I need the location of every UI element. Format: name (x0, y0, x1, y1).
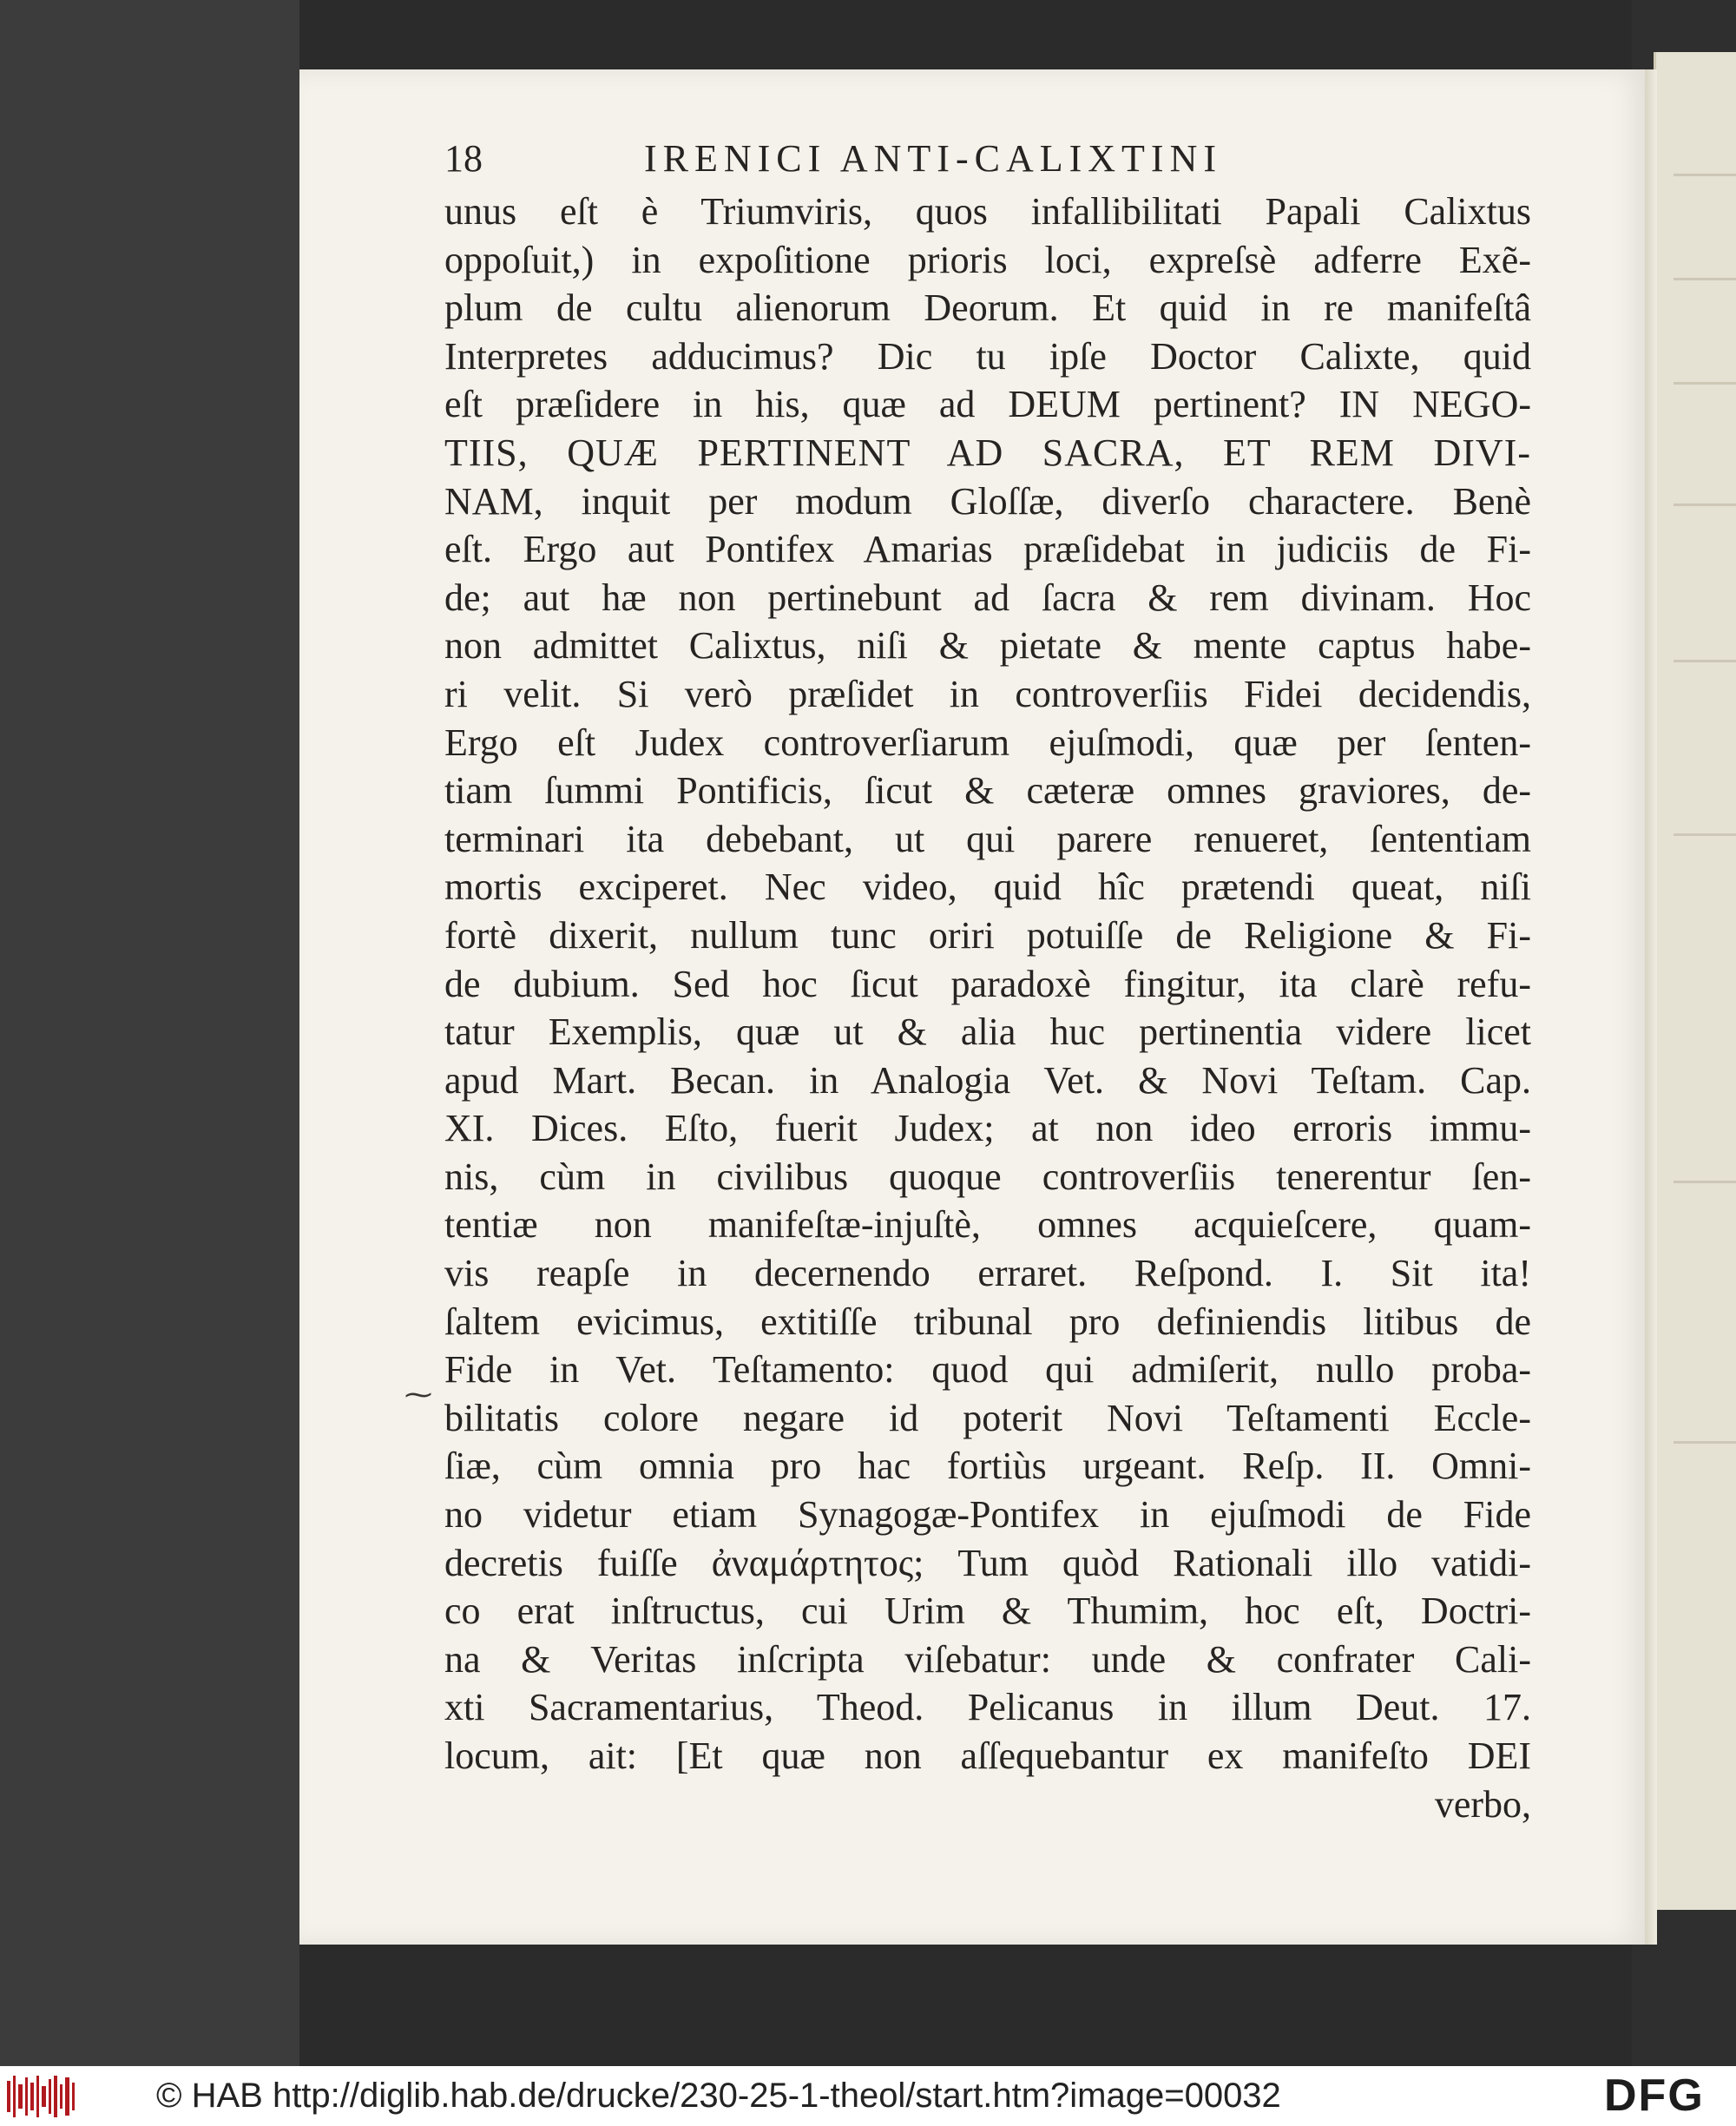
text-line: co erat inſtructus, cui Urim & Thumim, hoc eſt, Doctri- (444, 1590, 1531, 1633)
catchword: verbo, (1434, 1782, 1531, 1826)
running-title: IRENICI ANTI-CALIXTINI (644, 137, 1222, 180)
running-head (444, 130, 1531, 188)
dfg-logo: DFG (1604, 2070, 1705, 2121)
ghost-text-line (1674, 833, 1736, 836)
page-number: 18 (444, 137, 483, 180)
text-line: tatur Exemplis, quæ ut & alia huc pertinentia videre licet (444, 1010, 1531, 1054)
text-line: Ergo eſt Judex controverſiarum ejuſmodi, quæ per ſenten- (444, 721, 1531, 764)
text-line: bilitatis colore negare id poterit Novi Teſtamenti Eccle- (444, 1396, 1531, 1439)
ghost-text-line (1674, 660, 1736, 662)
text-line: mortis exciperet. Nec video, quid hîc prætendi queat, niſi (444, 866, 1531, 909)
text-line: no videtur etiam Synagogæ-Pontifex in ejuſmodi de Fide (444, 1493, 1531, 1537)
ghost-text-line (1674, 1181, 1736, 1183)
text-line: Fide in Vet. Teſtamento: quod qui admiſerit, nullo proba- (444, 1348, 1531, 1392)
text-line: ri velit. Si verò præſidet in controverſiis Fidei decidendis, (444, 672, 1531, 715)
text-line: eſt præſidere in his, quæ ad DEUM pertinent? IN NEGO- (444, 383, 1531, 426)
text-line: eſt. Ergo aut Pontifex Amarias præſidebat in judiciis de Fi- (444, 528, 1531, 571)
text-line: vis reapſe in decernendo erraret. Reſpond. I. Sit ita! (444, 1252, 1531, 1295)
text-line: na & Veritas inſcripta viſebatur: unde & confrater Cali- (444, 1637, 1531, 1681)
text-line: tiam ſummi Pontificis, ſicut & cæteræ omnes graviores, de- (444, 769, 1531, 813)
text-line: de; aut hæ non pertinebunt ad ſacra & rem divinam. Hoc (444, 576, 1531, 619)
ghost-text-line (1674, 278, 1736, 280)
text-line: oppoſuit,) in expoſitione prioris loci, expreſsè adferre Exẽ- (444, 238, 1531, 281)
text-line: locum, ait: [Et quæ non aſſequebantur ex manifeſto DEI (444, 1734, 1531, 1777)
adjacent-page-edge (1654, 52, 1736, 1910)
page-gutter-edge (1645, 69, 1657, 1945)
text-line: XI. Dices. Eſto, fuerit Judex; at non ideo erroris immu- (444, 1107, 1531, 1150)
text-line: Interpretes adducimus? Dic tu ipſe Doctor Calixte, quid (444, 334, 1531, 378)
text-line: fortè dixerit, nullum tunc oriri potuiſſe de Religione & Fi- (444, 913, 1531, 957)
text-line: nis, cùm in civilibus quoque controverſiis tenerentur ſen- (444, 1155, 1531, 1198)
text-line: terminari ita debebant, ut qui parere renueret, ſententiam (444, 817, 1531, 860)
text-line: ſiæ, cùm omnia pro hac fortiùs urgeant. Reſp. II. Omni- (444, 1445, 1531, 1488)
text-line: xti Sacramentarius, Theod. Pelicanus in illum Deut. 17. (444, 1686, 1531, 1729)
ghost-text-line (1674, 1441, 1736, 1444)
text-line: NAM, inquit per modum Gloſſæ, diverſo charactere. Benè (444, 479, 1531, 523)
page-text-block (444, 130, 1531, 1828)
text-line: de dubium. Sed hoc ſicut paradoxè fingitur, ita clarè refu- (444, 962, 1531, 1005)
text-line: tentiæ non manifeſtæ-injuſtè, omnes acquieſcere, quam- (444, 1203, 1531, 1247)
text-line: ſaltem evicimus, extitiſſe tribunal pro definiendis litibus de (444, 1300, 1531, 1343)
viewer-footer (0, 2066, 1736, 2126)
text-line: unus eſt è Triumviris, quos infallibilitati Papali Calixtus (444, 190, 1531, 233)
ghost-text-line (1674, 504, 1736, 506)
text-line: apud Mart. Becan. in Analogia Vet. & Novi Teſtam. Cap. (444, 1058, 1531, 1102)
ghost-text-line (1674, 382, 1736, 385)
ghost-text-line (1674, 174, 1736, 176)
text-line: TIIS, QUÆ PERTINENT AD SACRA, ET REM DIVI- (444, 431, 1531, 474)
text-line: non admittet Calixtus, niſi & pietate & mente captus habe- (444, 624, 1531, 668)
copyright-url-link[interactable]: © HAB http://diglib.hab.de/drucke/230-25-1-theol/start.htm?image=00032 (156, 2077, 1281, 2115)
text-line: plum de cultu alienorum Deorum. Et quid in re manifeſtâ (444, 286, 1531, 330)
scan-backdrop-left (0, 0, 299, 2066)
margin-pointer-mark: ⁓ (404, 1379, 432, 1410)
text-line: decretis fuiſſe ἀναμάρτητος; Tum quòd Rationali illo vatidi- (444, 1541, 1531, 1584)
barcode-icon (7, 2076, 76, 2117)
